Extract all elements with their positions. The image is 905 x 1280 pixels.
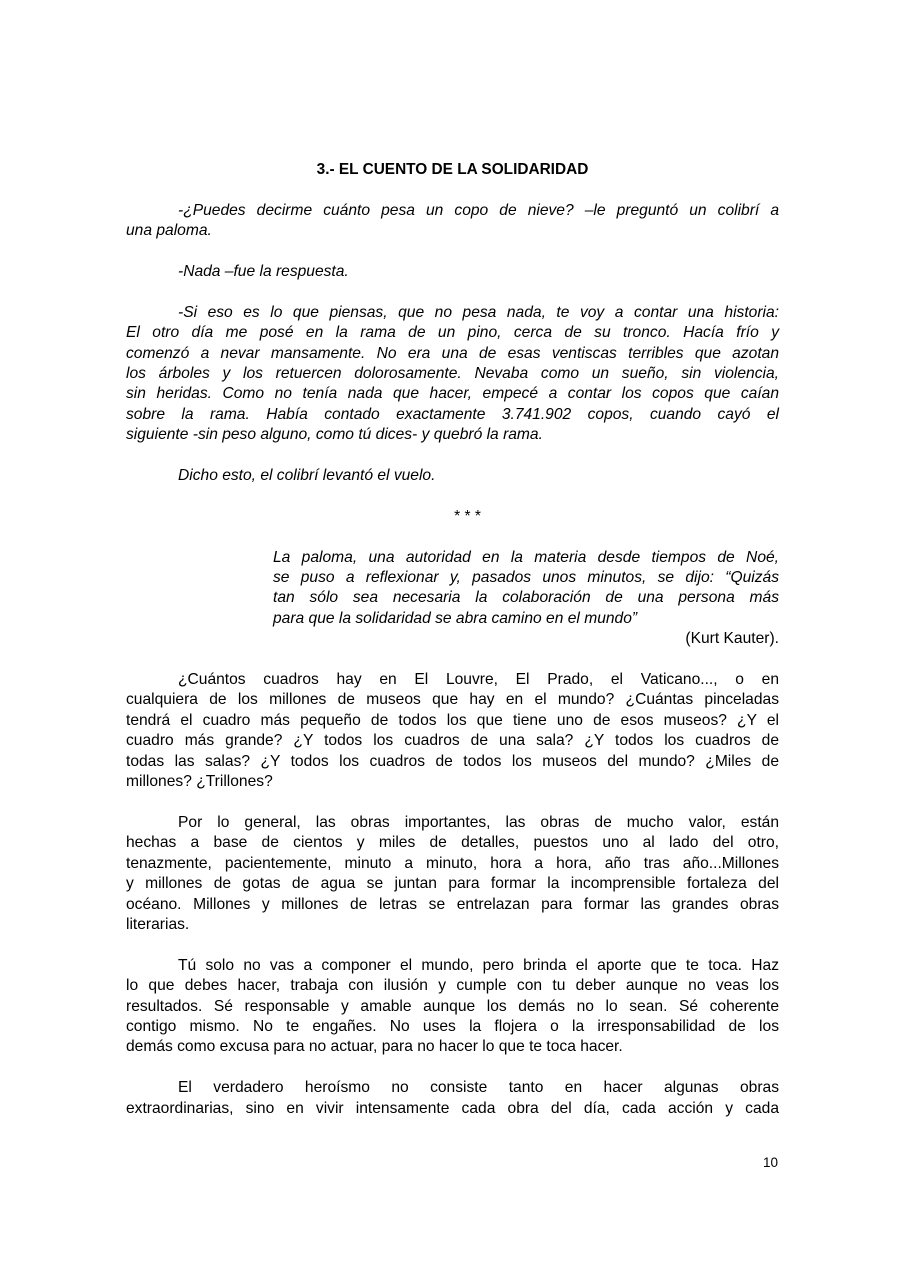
text-line: lo que debes hacer, trabaja con ilusión y cumple con tu deber aunque no veas los: [126, 977, 779, 995]
text-line: sobre la rama. Había contado exactamente 3.741.902 copos, cuando cayó el: [126, 405, 779, 423]
text-line: comenzó a nevar mansamente. No era una de esas ventiscas terribles que azotan: [126, 344, 779, 362]
text-line: demás como excusa para no actuar, para no hacer lo que te toca hacer.: [126, 1038, 623, 1056]
page-number: 10: [762, 1155, 778, 1170]
section-separator: * * *: [454, 507, 481, 525]
text-line: Por lo general, las obras importantes, las obras de mucho valor, están: [178, 813, 779, 831]
paragraph: [126, 466, 779, 486]
quote-line: para que la solidaridad se abra camino en el mundo”: [273, 609, 638, 627]
text-line: todas las salas? ¿Y todos los cuadros de todos los museos del mundo? ¿Miles de: [126, 752, 779, 770]
text-line: Dicho esto, el colibrí levantó el vuelo.: [178, 467, 436, 485]
text-line: El verdadero heroísmo no consiste tanto en hacer algunas obras: [178, 1079, 779, 1097]
text-line: literarias.: [126, 915, 190, 933]
text-line: cualquiera de los millones de museos que hay en el mundo? ¿Cuántas pinceladas: [126, 691, 779, 709]
text-line: y millones de gotas de agua se juntan para formar la incomprensible fortaleza del: [126, 875, 779, 893]
text-line: -Si eso es lo que piensas, que no pesa nada, te voy a contar una historia:: [178, 303, 779, 321]
story-section: [126, 201, 779, 487]
text-line: Tú solo no vas a componer el mundo, pero brinda el aporte que te toca. Haz: [178, 956, 779, 974]
quote-line: La paloma, una autoridad en la materia desde tiempos de Noé,: [273, 548, 779, 566]
text-line: -¿Puedes decirme cuánto pesa un copo de nieve? –le preguntó un colibrí a: [178, 201, 779, 219]
text-line: una paloma.: [126, 222, 212, 240]
text-line: océano. Millones y millones de letras se entrelazan para formar las grandes obras: [126, 895, 779, 913]
text-line: El otro día me posé en la rama de un pino, cerca de su tronco. Hacía frío y: [126, 324, 779, 342]
text-line: cuadro más grande? ¿Y todos los cuadros de una sala? ¿Y todos los cuadros de: [126, 732, 779, 750]
text-line: los árboles y los retuercen dolorosamente. Nevaba como un sueño, sin violencia,: [126, 365, 779, 383]
paragraph: [126, 1078, 779, 1119]
paragraph: [126, 956, 779, 1058]
text-line: sin heridas. Como no tenía nada que hacer, empecé a contar los copos que caían: [126, 385, 779, 403]
text-line: extraordinarias, sino en vivir intensamente cada obra del día, cada acción y cada: [126, 1099, 779, 1117]
text-line: -Nada –fue la respuesta.: [178, 263, 349, 280]
text-line: resultados. Sé responsable y amable aunque los demás no lo sean. Sé coherente: [126, 997, 779, 1015]
paragraph: [126, 262, 779, 282]
page-content: [126, 160, 779, 1139]
body-section: [126, 670, 779, 1119]
chapter-title: 3.- EL CUENTO DE LA SOLIDARIDAD: [316, 161, 589, 178]
text-line: contigo mismo. No te engañes. No uses la flojera o la irresponsabilidad de los: [126, 1017, 779, 1035]
paragraph: [126, 813, 779, 935]
paragraph: [126, 670, 779, 792]
quote-text: [273, 548, 779, 630]
text-line: hechas a base de cientos y miles de detalles, puestos uno al lado del otro,: [126, 834, 779, 852]
text-line: tenazmente, pacientemente, minuto a minuto, hora a hora, año tras año...Millones: [126, 854, 779, 872]
quote-block: [273, 548, 779, 650]
quote-line: tan sólo sea necesaria la colaboración de una persona más: [273, 589, 779, 607]
quote-attribution: (Kurt Kauter).: [685, 630, 779, 648]
text-line: ¿Cuántos cuadros hay en El Louvre, El Prado, el Vaticano..., o en: [178, 671, 779, 689]
quote-line: se puso a reflexionar y, pasados unos minutos, se dijo: “Quizás: [273, 569, 779, 587]
text-line: tendrá el cuadro más pequeño de todos los que tiene uno de esos museos? ¿Y el: [126, 711, 779, 729]
paragraph: [126, 201, 779, 242]
text-line: millones? ¿Trillones?: [126, 773, 273, 791]
text-line: siguiente -sin peso alguno, como tú dices- y quebró la rama.: [126, 426, 543, 444]
paragraph: [126, 303, 779, 446]
